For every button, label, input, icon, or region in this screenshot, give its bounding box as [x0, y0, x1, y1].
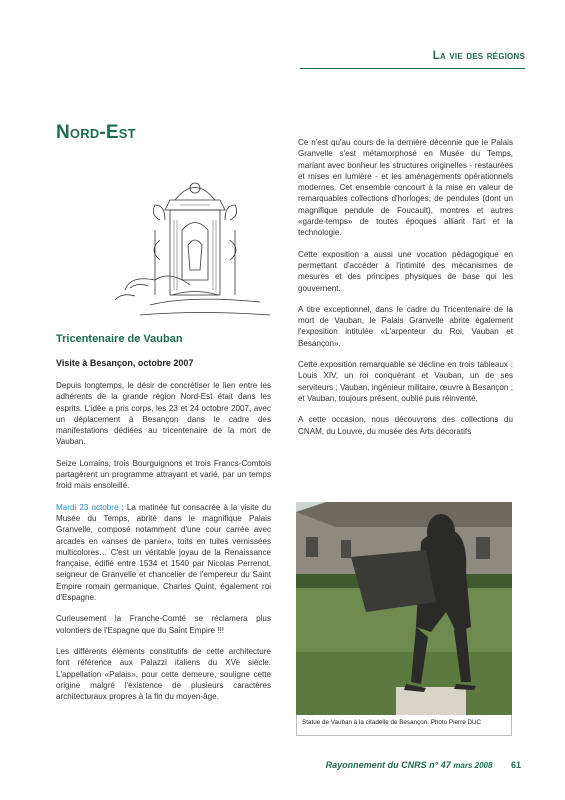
page-number: 61	[510, 760, 521, 770]
paragraph: Curieusement la Franche-Comté se réclamera plus volontiers de l'Espagne que du Saint Empire !!!	[56, 614, 271, 635]
paragraph: Depuis longtemps, le désir de concrétiser le lien entre les adhérents de la grande région Nord-Est était dans les esprits. L'idée a pris corps, les 23 et 24 octobre 2007, avec un déplacement à Besançon dans le cadre des manifestations dédiées au tricentenaire de la mort de Vauban.	[56, 381, 271, 447]
page-footer	[326, 760, 521, 770]
paragraph: Cette exposition a aussi une vocation pédagogique en permettant d'accéder à l'intimité des mécanismes de mesures et des principes physiques de base qui les gouvernent.	[298, 249, 513, 293]
right-text-column	[298, 137, 513, 447]
page-title: Nord-Est	[56, 122, 136, 143]
paragraph: Seize Lorrains, trois Bourguignons et trois Francs-Comtois partagèrent un programme attrayant et varié, par un temps froid mais ensoleillé.	[56, 458, 271, 491]
paragraph: A titre exceptionnel, dans le cadre du Tricentenaire de la mort de Vauban, le Palais Granvelle abrite également l'exposition intitulée «L'arpenteur du Roi, Vauban et Besançon».	[298, 304, 513, 348]
paragraph: A cette occasion, nous découvrons des collections du CNAM, du Louvre, du musée des Arts décoratifs	[298, 415, 513, 436]
paragraph: Les différents éléments constitutifs de cette architecture font référence aux Palazzi italiens du XVe siècle. L'appellation «Palais», pour cette demeure, souligne cette origine malgré l'existence de plusieurs caractères architecturaux propres à la fin du moyen-âge.	[56, 646, 271, 702]
section-header-label: La vie des régions	[432, 50, 525, 62]
paragraph: Ce n'est qu'au cours de la dernière décennie que le Palais Granvelle s'est métamorphosé en Musée du Temps, mariant avec bonheur les structures originelles - restaurées et mises en lumière - et les aménagements opérationnels modernes. Cet ensemble concourt à la mise en valeur de remarquables collections d'horloges, de pendules (dont un magnifique pendule de Foucault), montres et autres «garde-temps» de toutes époques alliant l'art et la technologie.	[298, 138, 513, 238]
article-subtitle: Visite à Besançon, octobre 2007	[56, 358, 194, 368]
publication-name: Rayonnement du CNRS n° 47	[325, 760, 451, 770]
left-text-column	[56, 380, 271, 712]
paragraph: Cette exposition remarquable se décline en trois tableaux : Louis XIV, un roi conquérant et Vauban, un de ses serviteurs ; Vauban, ingénieur militaire, œuvre à Besançon ; et Vauban, toujours présent, oublié puis réinventé.	[298, 360, 513, 403]
article-title: Tricentenaire de Vauban	[56, 333, 183, 345]
header-rule	[300, 68, 525, 69]
paragraph: Mardi 23 octobre : La matinée fut consacrée à la visite du Musée du Temps, abrité dans le magnifique Palais Granvelle, composé notamment d'une cour carrée avec arcades en «anses de panier», toits en tuiles vernissées multicolores… C'est un véritable joyau de la Renaissance française, édifié entre 1534 et 1540 par Nicolas Perrenot, seigneur de Granvelle et chancelier de l'empereur du Saint Empire romain germanique, Charles Quint, également roi d'Espagne.	[56, 502, 271, 603]
vauban-statue-photo	[296, 502, 512, 715]
fountain-sketch-illustration	[110, 170, 275, 320]
photo-caption: Statue de Vauban à la citadelle de Besançon. Photo Pierre DUC	[302, 719, 482, 726]
issue-date: mars 2008	[453, 761, 493, 770]
date-highlight: Mardi 23 octobre	[56, 502, 119, 512]
